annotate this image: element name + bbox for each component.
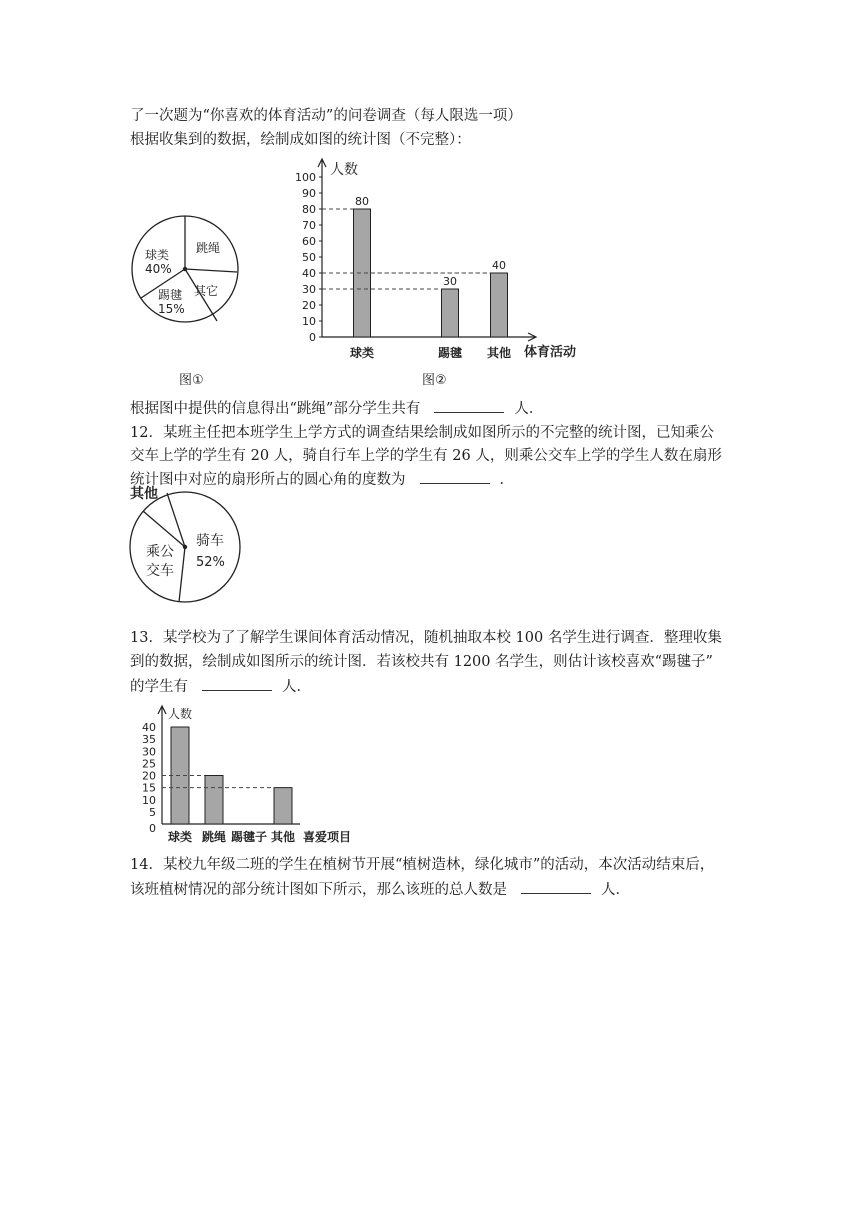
- q12-line-1: 12．某班主任把本班学生上学方式的调查结果绘制成如图所示的不完整的统计图，已知乘公: [130, 425, 714, 441]
- bar: [274, 788, 292, 824]
- y-tick-label: 80: [302, 203, 316, 216]
- y-tick-label: 15: [142, 781, 156, 795]
- q11-line-2: 根据收集到的数据，绘制成如图的统计图（不完整）：: [130, 132, 471, 148]
- q11-line-1: 了一次题为“你喜欢的体育活动”的问卷调查（每人限选一项）: [130, 108, 522, 124]
- x-tick-label: 踢毽: [437, 346, 463, 360]
- y-tick-label: 20: [302, 299, 316, 312]
- y-tick-label: 40: [142, 721, 156, 734]
- q14-line-2: [130, 879, 630, 900]
- y-tick-label: 60: [302, 235, 316, 248]
- y-tick-label: 30: [142, 745, 156, 759]
- fig2-caption: 图②: [422, 373, 447, 388]
- pie2-label-bus-1: 乘公: [146, 544, 174, 560]
- bar: [205, 776, 223, 825]
- y-tick-label: 100: [295, 171, 316, 184]
- pie1-value-shuttle: 15%: [158, 302, 185, 316]
- q12-line-3-after: ．: [499, 472, 514, 488]
- q11-answer-before: 根据图中提供的信息得出“跳绳”部分学生共有: [130, 401, 421, 417]
- q13-line-3-before: 的学生有: [130, 679, 188, 695]
- q11-answer-after: 人．: [514, 401, 544, 417]
- x-axis-label: 体育活动: [524, 345, 577, 360]
- q13-line-3-after: 人．: [282, 679, 311, 695]
- x-tick-label: 踢毽子: [230, 830, 268, 844]
- y-tick-label: 70: [302, 219, 316, 232]
- y-axis-label: 人数: [330, 162, 358, 178]
- y-tick-label: 90: [302, 187, 316, 200]
- bar-value-label: 40: [492, 259, 506, 272]
- q14-line-2-after: 人．: [601, 882, 630, 898]
- pie2-value-bike: 52%: [196, 555, 225, 570]
- y-tick-label: 25: [142, 757, 156, 771]
- y-tick-label: 5: [149, 805, 156, 819]
- answer-blank[interactable]: [521, 879, 591, 894]
- pie1-label-shuttle: 踢毽: [158, 288, 183, 302]
- y-tick-label: 10: [302, 315, 316, 328]
- pie2-label-bus-2: 交车: [146, 563, 174, 579]
- y-axis-label: 人数: [168, 707, 193, 721]
- x-tick-label: 球类: [167, 830, 193, 844]
- pie2-label-bike: 骑车: [196, 533, 224, 549]
- q12-line-3-before: 统计图中对应的扇形所占的圆心角的度数为: [130, 472, 406, 488]
- q13-line-1: 13．某学校为了了解学生课间体育活动情况，随机抽取本校 100 名学生进行调查．整理收集: [130, 630, 722, 646]
- bar-value-label: 80: [355, 195, 369, 208]
- x-tick-label: 其他: [486, 346, 512, 360]
- q12-line-2: 交车上学的学生有 20 人，骑自行车上学的学生有 26 人，则乘公交车上学的学生人数在扇形: [130, 448, 722, 464]
- pie1-label-ball: 球类: [145, 248, 170, 262]
- y-tick-label: 50: [302, 251, 316, 264]
- q14-line-1: 14．某校九年级二班的学生在植树节开展“植树造林，绿化城市”的活动，本次活动结束后，: [130, 857, 715, 873]
- y-tick-label: 0: [149, 822, 156, 835]
- bar-value-label: 30: [443, 275, 457, 288]
- x-tick-label: 其他: [270, 830, 296, 844]
- x-axis-label: 喜爱项目: [303, 830, 352, 844]
- y-tick-label: 20: [142, 769, 156, 783]
- y-tick-label: 10: [142, 793, 156, 807]
- y-tick-label: 40: [302, 267, 316, 280]
- pie2-label-other: 其他: [130, 486, 158, 502]
- x-tick-label: 跳绳: [201, 830, 227, 844]
- pie1-label-rope: 跳绳: [196, 241, 221, 255]
- x-tick-label: 球类: [349, 346, 375, 360]
- q14-line-2-before: 该班植树情况的部分统计图如下所示，那么该班的总人数是: [130, 882, 507, 898]
- y-tick-label: 0: [309, 331, 316, 344]
- pie1-label-other: 其它: [194, 284, 219, 298]
- y-tick-label: 30: [302, 283, 316, 296]
- pie1-value-ball: 40%: [145, 262, 172, 276]
- q13-line-2: 到的数据，绘制成如图所示的统计图．若该校共有 1200 名学生，则估计该校喜欢“踢毽子”: [130, 654, 713, 670]
- y-tick-label: 35: [142, 733, 156, 747]
- fig1-caption: 图①: [179, 373, 204, 388]
